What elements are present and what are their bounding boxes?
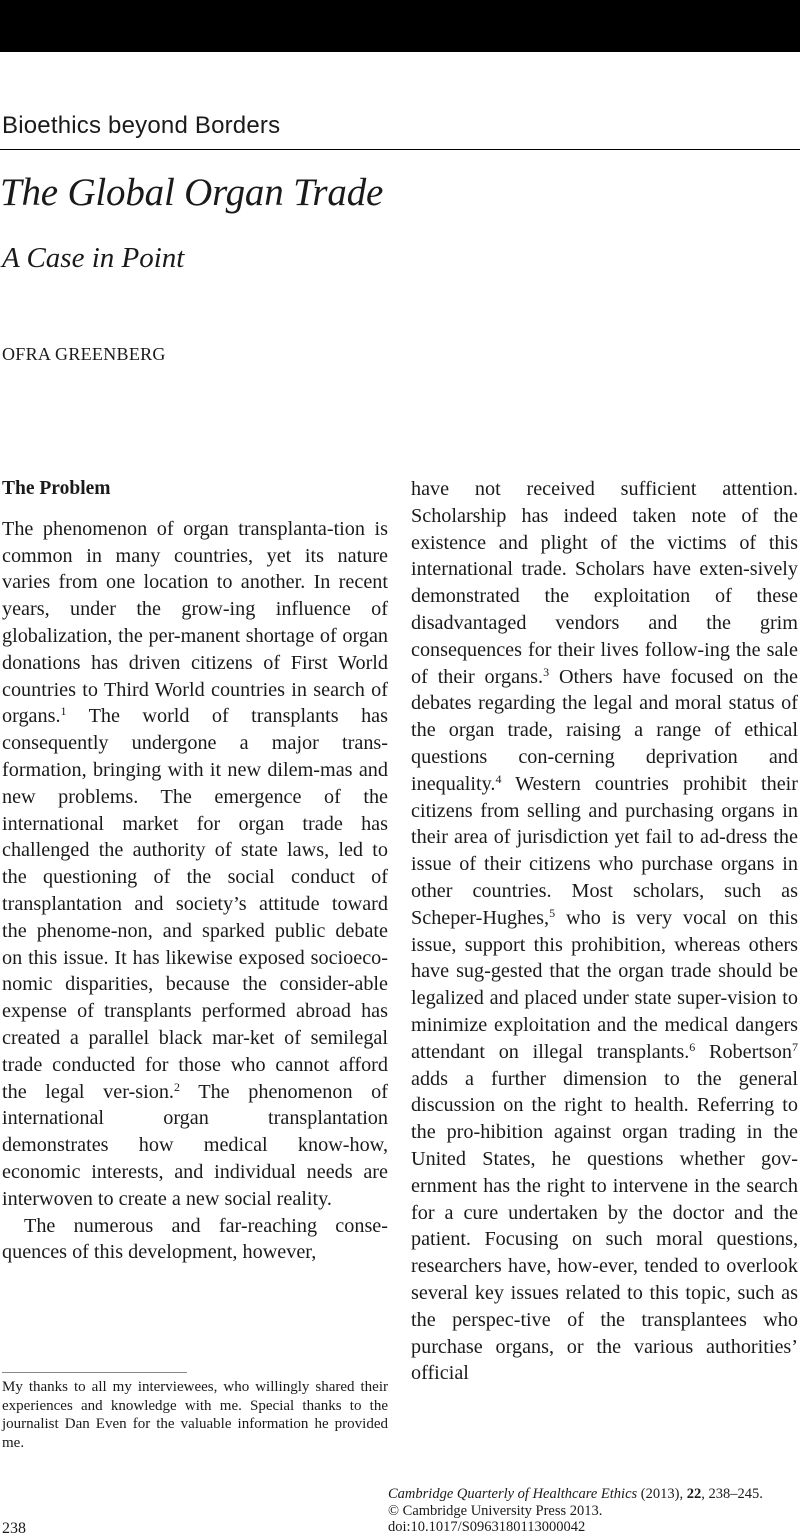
footnote-ref-3[interactable]: 3 bbox=[543, 664, 550, 679]
author-name: OFRA GREENBERG bbox=[2, 344, 166, 364]
footnote-ref-6[interactable]: 6 bbox=[689, 1039, 696, 1054]
paragraph-2: The numerous and far-reaching conse-quences of this development, however, bbox=[2, 1214, 388, 1264]
section-heading: The Problem bbox=[2, 478, 111, 499]
footnote-ref-7[interactable]: 7 bbox=[791, 1039, 798, 1054]
header-rule bbox=[0, 149, 800, 150]
footnote-ref-5[interactable]: 5 bbox=[549, 905, 556, 920]
footnote-ref-1[interactable]: 1 bbox=[60, 704, 67, 719]
footnote-ref-4[interactable]: 4 bbox=[495, 771, 502, 786]
acknowledgment-footnote: My thanks to all my interviewees, who willingly shared their experiences and knowledge with me. Special thanks to the journalist Dan Even for the valuable information he provided me. bbox=[2, 1379, 388, 1451]
section-label: Bioethics beyond Borders bbox=[2, 112, 281, 139]
top-black-bar bbox=[0, 0, 800, 52]
citation-line: Cambridge Quarterly of Healthcare Ethics (2013), 22, 238–245. bbox=[388, 1486, 763, 1502]
left-column bbox=[2, 476, 388, 1266]
copyright-line: © Cambridge University Press 2013. bbox=[388, 1502, 603, 1519]
paragraph-1: The phenomenon of organ transplanta-tion is common in many countries, yet its nature varies from one location to another. In recent years, under the grow-ing influence of globalization, the per-manent shortage of organ donations has driven citizens of First World countries to Third World countries in search of organs.$^1$ The world of transplants has consequently undergone a major trans-formation, bringing with it new dilem-mas and new problems. The emergence of the international market for organ trade has challenged the authority of state laws, led to the questioning of the social conduct of transplantation and society’s attitude toward the phenome-non, and sparked public debate on this issue. It has likewise exposed socioeco-nomic disparities, because the consider-able expense of transplants performed abroad has created a parallel black mar-ket of semilegal trade conducted for those who cannot afford the legal ver-sion.$^2$ The phenomenon of international organ transplantation demonstrates how medical know-how, economic interests, and individual needs are interwoven to create a new social reality. bbox=[2, 517, 388, 1210]
right-column bbox=[411, 476, 798, 1387]
paragraph-2-continued: have not received sufficient attention. Scholarship has indeed taken note of the existence and plight of the victims of this international trade. Scholars have exten-sively demonstrated the exploitation of these disadvantaged vendors and the grim consequences for their lives follow-ing the sale of their organs.$^3$ Others have focused on the debates regarding the legal and moral status of the organ trade, raising a range of ethical questions con-cerning deprivation and inequality.$^4$ Western countries prohibit their citizens from selling and purchasing organs in their area of jurisdiction yet fail to ad-dress the issue of their citizens who purchase organs in other countries. Most scholars, such as Scheper-Hughes,$^5$ who is very vocal on this issue, support this prohibition, whereas others have sug-gested that the organ trade should be legalized and placed under state super-vision to minimize exploitation and the medical dangers attendant on illegal transplants.$^6$ Robertson$^7$ adds a further dimension to the general discussion on the right to health. Referring to the pro-hibition against organ trading in the United States, he questions whether gov-ernment has the right to intervene in the search for a cure undertaken by the doctor and the patient. Focusing on such moral questions, researchers have, how-ever, tended to overlook several key issues related to this topic, such as the perspec-tive of the transplantees who purchase organs, or the various authorities’ official bbox=[411, 478, 798, 1385]
article-title: The Global Organ Trade bbox=[0, 171, 384, 214]
doi-link[interactable]: doi:10.1017/S0963180113000042 bbox=[388, 1519, 586, 1535]
journal-name: Cambridge Quarterly of Healthcare Ethics bbox=[388, 1486, 638, 1502]
journal-info bbox=[388, 1486, 763, 1536]
page-number: 238 bbox=[2, 1520, 26, 1537]
footnote-rule bbox=[2, 1372, 187, 1373]
footnote-ref-2[interactable]: 2 bbox=[173, 1079, 180, 1094]
journal-volume: 22 bbox=[686, 1486, 702, 1502]
article-subtitle: A Case in Point bbox=[2, 242, 185, 274]
